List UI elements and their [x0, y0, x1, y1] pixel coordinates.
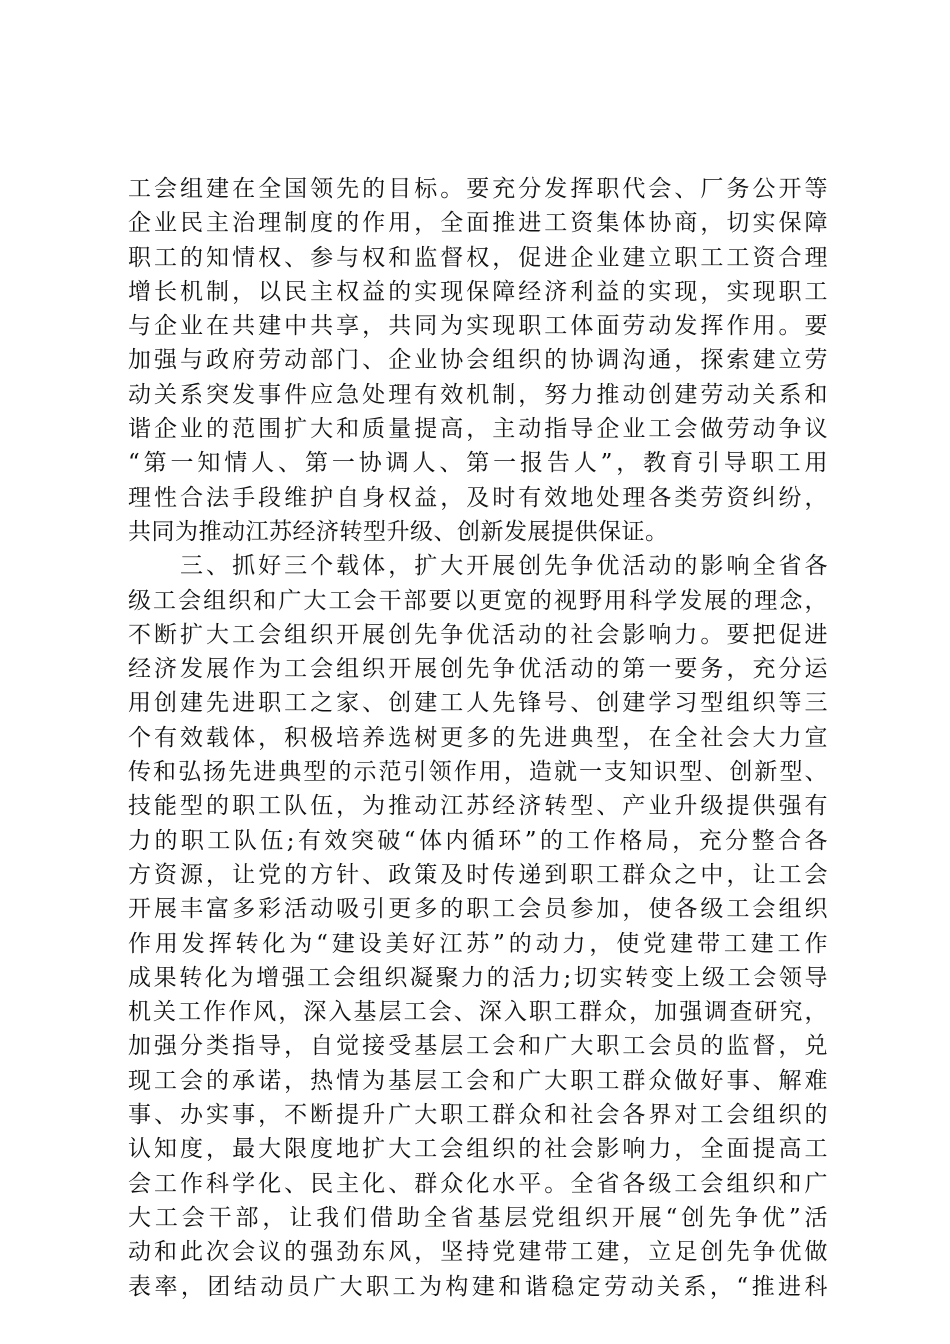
text-line: 大工会干部，让我们借助全省基层党组织开展“创先争优”活: [128, 1204, 828, 1231]
body-text: [128, 172, 828, 1304]
text-line: 现工会的承诺，热情为基层工会和广大职工群众做好事、解难: [128, 1067, 828, 1094]
text-line: 共同为推动江苏经济转型升级、创新发展提供保证。: [128, 518, 669, 545]
text-line: 理性合法手段维护自身权益，及时有效地处理各类劳资纠纷，: [128, 484, 828, 511]
text-line: 成果转化为增强工会组织凝聚力的活力;切实转变上级工会领导: [128, 964, 828, 991]
text-line: 谐企业的范围扩大和质量提高，主动指导企业工会做劳动争议: [128, 416, 828, 443]
text-line: 开展丰富多彩活动吸引更多的职工会员参加，使各级工会组织: [128, 896, 828, 923]
text-line: 方资源，让党的方针、政策及时传递到职工群众之中，让工会: [128, 861, 828, 888]
text-line: 用创建先进职工之家、创建工人先锋号、创建学习型组织等三: [128, 690, 828, 717]
text-line: 传和弘扬先进典型的示范引领作用，造就一支知识型、创新型、: [128, 759, 828, 786]
text-line: 表率，团结动员广大职工为构建和谐稳定劳动关系，“推进科: [128, 1273, 828, 1300]
text-line: 认知度，最大限度地扩大工会组织的社会影响力，全面提高工: [128, 1136, 828, 1163]
text-line: 与企业在共建中共享，共同为实现职工体面劳动发挥作用。要: [128, 313, 828, 340]
text-line: 职工的知情权、参与权和监督权，促进企业建立职工工资合理: [128, 244, 828, 271]
text-line: 工会组建在全国领先的目标。要充分发挥职代会、厂务公开等: [128, 176, 828, 202]
text-line: 会工作科学化、民主化、群众化水平。全省各级工会组织和广: [128, 1170, 828, 1197]
text-line: 技能型的职工队伍，为推动江苏经济转型、产业升级提供强有: [128, 793, 828, 820]
text-line: 个有效载体，积极培养选树更多的先进典型，在全社会大力宣: [128, 724, 828, 751]
text-line: “第一知情人、第一协调人、第一报告人”，教育引导职工用: [128, 450, 828, 477]
text-line: 动关系突发事件应急处理有效机制，努力推动创建劳动关系和: [128, 381, 828, 408]
text-line: 加强分类指导，自觉接受基层工会和广大职工会员的监督，兑: [128, 1033, 828, 1060]
text-line: 作用发挥转化为“建设美好江苏”的动力，使党建带工建工作: [128, 930, 828, 957]
text-line: 不断扩大工会组织开展创先争优活动的社会影响力。要把促进: [128, 621, 828, 648]
text-line: 增长机制，以民主权益的实现保障经济利益的实现，实现职工: [128, 278, 828, 305]
text-line: 机关工作作风，深入基层工会、深入职工群众，加强调查研究，: [128, 999, 828, 1026]
text-line: 经济发展作为工会组织开展创先争优活动的第一要务，充分运: [128, 656, 828, 683]
text-line: 动和此次会议的强劲东风，坚持党建带工建，立足创先争优做: [128, 1239, 828, 1266]
text-line: 级工会组织和广大工会干部要以更宽的视野用科学发展的理念，: [128, 587, 828, 614]
text-line: 事、办实事，不断提升广大职工群众和社会各界对工会组织的: [128, 1102, 828, 1129]
text-line: 三、抓好三个载体，扩大开展创先争优活动的影响全省各: [128, 553, 828, 580]
text-line: 加强与政府劳动部门、企业协会组织的协调沟通，探索建立劳: [128, 347, 828, 374]
text-line: 力的职工队伍;有效突破“体内循环”的工作格局，充分整合各: [128, 827, 828, 854]
text-line: 企业民主治理制度的作用，全面推进工资集体协商，切实保障: [128, 210, 828, 237]
